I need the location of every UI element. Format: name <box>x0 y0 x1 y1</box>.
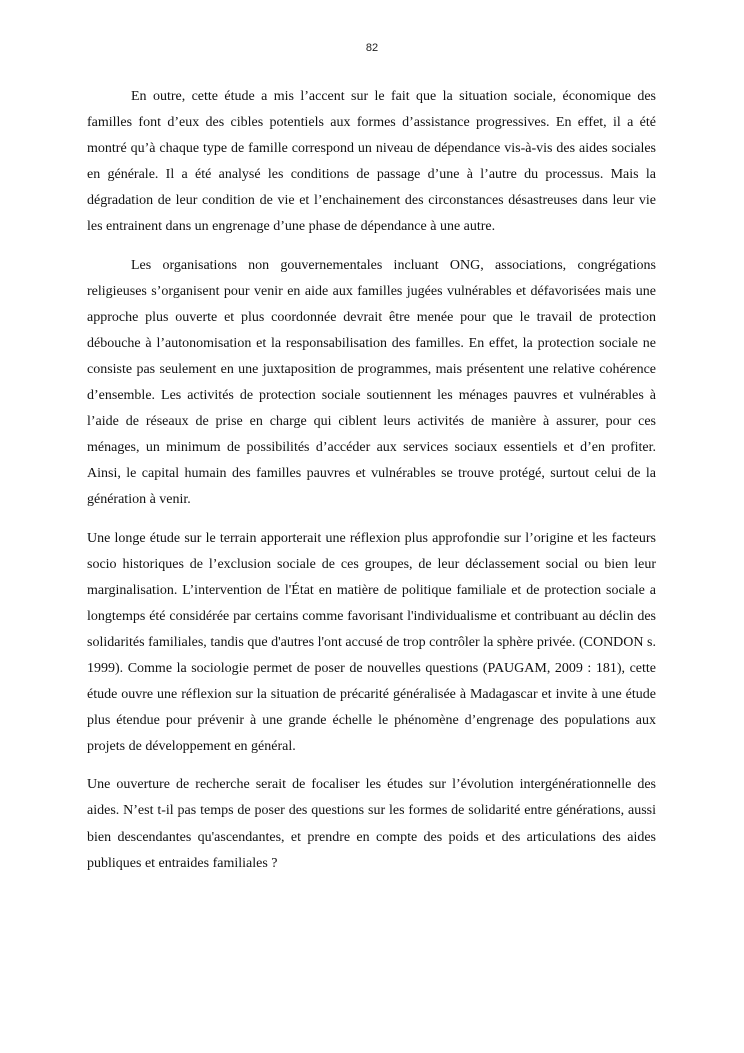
paragraph-1: En outre, cette étude a mis l’accent sur le fait que la situation sociale, économique des familles font d’eux des cibles potentiels aux formes d’assistance progressives. En effet, il a été montré qu’à chaque type de famille correspond un niveau de dépendance vis-à-vis des aides sociales en générale. Il a été analysé les conditions de passage d’une à l’autre du processus. Mais la dégradation de leur condition de vie et l’enchainement des circonstances désastreuses dans leur vie les entrainent dans un engrenage d’une phase de dépendance à une autre. <box>87 89 656 235</box>
page-number: 82 <box>365 42 379 54</box>
paragraph-2: Les organisations non gouvernementales incluant ONG, associations, congrégations religieuses s’organisent pour venir en aide aux familles jugées vulnérables et défavorisées mais une approche plus ouverte et plus coordonnée devrait être menée pour que le travail de protection débouche à l’autonomisation et la responsabilisation des familles. En effet, la protection sociale ne consiste pas seulement en une juxtaposition de programmes, mais présentent une relative cohérence d’ensemble. Les activités de protection sociale soutiennent les ménages pauvres et vulnérables à l’aide de réseaux de prise en charge qui ciblent leurs activités de manière à assurer, pour ces ménages, un minimum de possibilités d’accéder aux services sociaux essentiels et d’en profiter. Ainsi, le capital humain des familles pauvres et vulnérables se trouve protégé, surtout celui de la génération à venir. <box>87 257 656 508</box>
body-text <box>87 84 656 877</box>
paragraph-4: Une ouverture de recherche serait de focaliser les études sur l’évolution intergénérationnelle des aides. N’est t-il pas temps de poser des questions sur les formes de solidarité entre générations, aussi bien descendantes qu'ascendantes, et prendre en compte des poids et des articulations des aides publiques et entraides familiales ? <box>87 777 656 871</box>
paragraph-3: Une longe étude sur le terrain apporterait une réflexion plus approfondie sur l’origine et les facteurs socio historiques de l’exclusion sociale de ces groupes, de leur déclassement social ou bien leur marginalisation. L’intervention de l'État en matière de politique familiale et de protection sociale a longtemps été considérée par certains comme favorisant l'individualisme et contribuant au déclin des solidarités familiales, tandis que d'autres l'ont accusé de trop contrôler la sphère privée. (CONDON s. 1999). Comme la sociologie permet de poser de nouvelles questions (PAUGAM, 2009 : 181), cette étude ouvre une réflexion sur la situation de précarité généralisée à Madagascar et invite à une étude plus étendue pour prévenir à une grande échelle le phénomène d’engrenage des populations aux projets de développement en général. <box>87 530 656 755</box>
